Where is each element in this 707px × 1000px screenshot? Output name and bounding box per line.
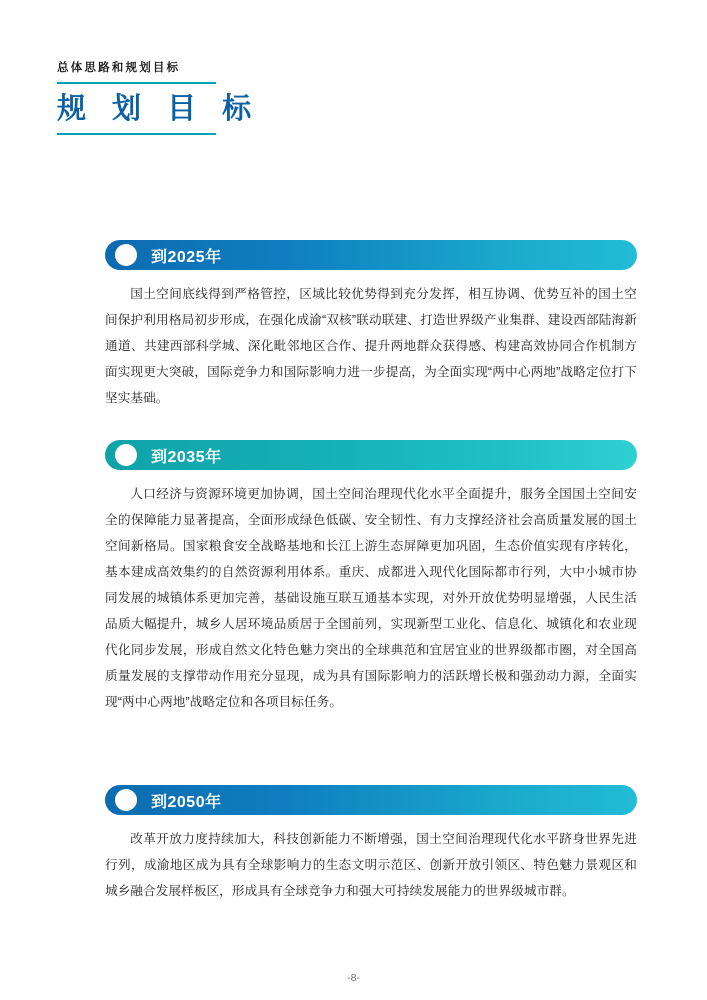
section-body-text: 人口经济与资源环境更加协调，国土空间治理现代化水平全面提升，服务全国国土空间安全的保障能力显著提高，全面形成绿色低碳、安全韧性、有力支撑经济社会高质量发展的国土空间新格局。国家粮食安全战略基地和长江上游生态屏障更加巩固，生态价值实现有序转化，基本建成高效集约的自然资源利用体系。重庆、成都进入现代化国际都市行列，大中小城市协同发展的城镇体系更加完善，基础设施互联互通基本实现，对外开放优势明显增强，人民生活品质大幅提升，城乡人居环境品质居于全国前列，实现新型工业化、信息化、城镇化和农业现代化同步发展，形成自然文化特色魅力突出的全球典范和宜居宜业的世界级都市圈，对全国高质量发展的支撑带动作用充分显现，成为具有国际影响力的活跃增长极和强劲动力源，全面实现“两中心两地”战略定位和各项目标任务。 xyxy=(105,487,637,709)
section-2035 xyxy=(105,440,637,728)
page-footer xyxy=(0,972,707,984)
header-divider-bottom xyxy=(57,133,216,135)
page-number: -8- xyxy=(347,972,360,984)
section-heading-bar-2050 xyxy=(105,785,637,815)
section-2025 xyxy=(105,240,637,424)
section-2050 xyxy=(105,785,637,917)
section-heading-label: 到2025年 xyxy=(151,248,222,266)
section-body-text: 改革开放力度持续加大，科技创新能力不断增强，国土空间治理现代化水平跻身世界先进行列，成渝地区成为具有全球影响力的生态文明示范区、创新开放引领区、特色魅力景观区和城乡融合发展样板区，形成具有全球竞争力和强大可持续发展能力的世界级城市群。 xyxy=(105,832,637,898)
section-body-text: 国土空间底线得到严格管控，区域比较优势得到充分发挥，相互协调、优势互补的国土空间保护利用格局初步形成，在强化成渝“双核”联动联建、打造世界级产业集群、建设西部陆海新通道、共建西部科学城、深化毗邻地区合作、提升两地群众获得感、构建高效协同合作机制方面实现更大突破，国际竞争力和国际影响力进一步提高，为全面实现“两中心两地”战略定位打下坚实基础。 xyxy=(105,287,637,405)
section-heading-label: 到2035年 xyxy=(151,448,222,466)
circle-bullet-icon xyxy=(115,789,137,811)
page-header xyxy=(57,62,617,135)
page-title: 规 划 目 标 xyxy=(57,92,261,125)
section-heading-bar-2025 xyxy=(105,240,637,270)
section-heading-label: 到2050年 xyxy=(151,793,222,811)
header-kicker: 总体思路和规划目标 xyxy=(57,62,181,74)
circle-bullet-icon xyxy=(115,244,137,266)
circle-bullet-icon xyxy=(115,444,137,466)
header-divider-top xyxy=(57,82,216,84)
section-heading-bar-2035 xyxy=(105,440,637,470)
